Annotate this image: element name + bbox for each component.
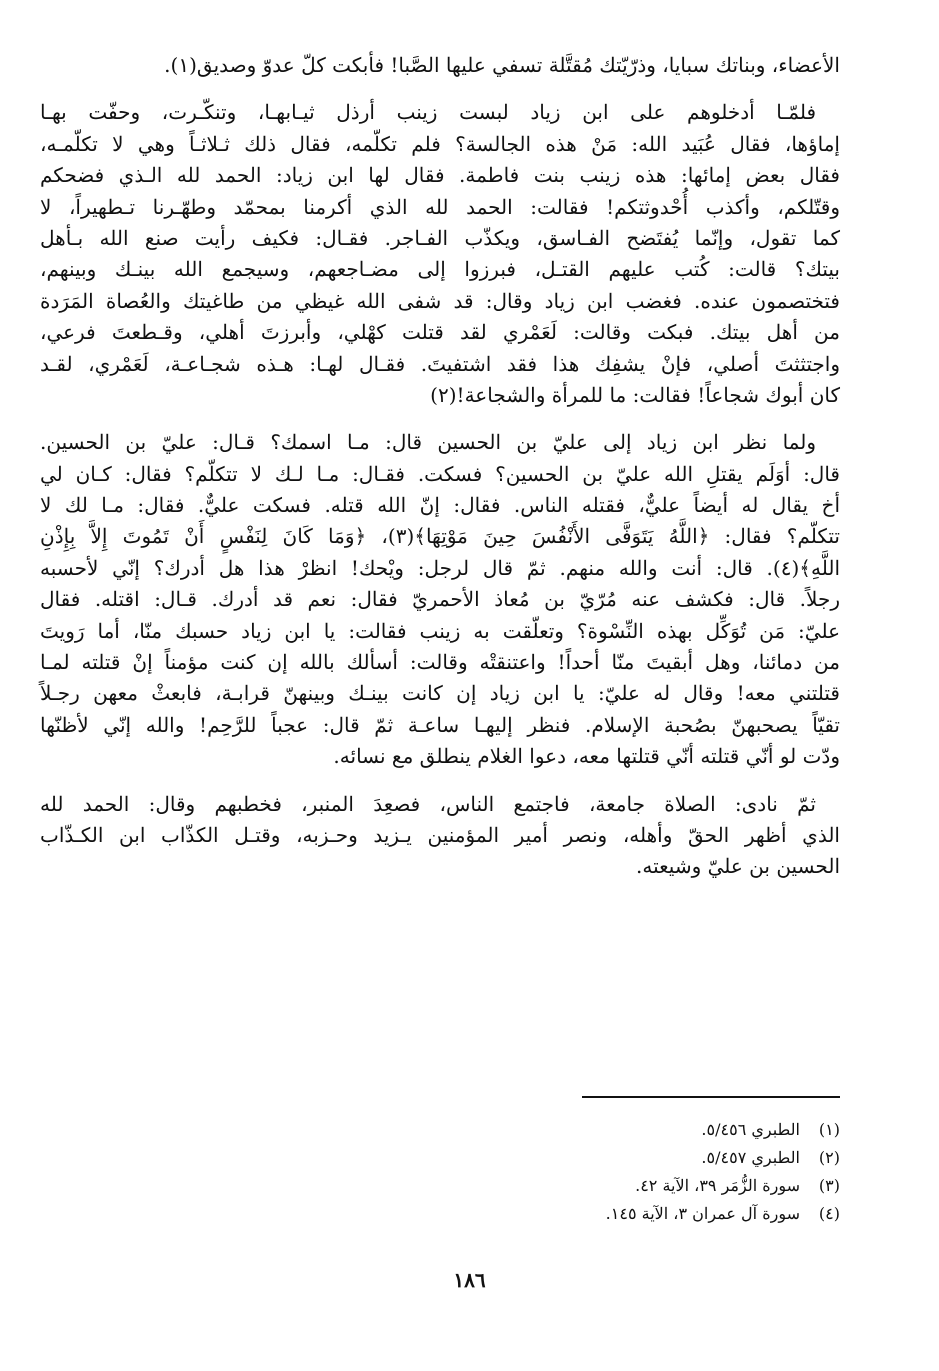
text-line: بيتك؟ قالت: كُتب عليهم القتـل، فبرزوا إلى مضـاجعهم، وسيجمع الله بينـك وبينهم، (40, 257, 840, 282)
text-line: ولما نظر ابن زياد إلى عليّ بن الحسين قال: مـا اسمك؟ قـال: عليّ بن الحسين. (40, 430, 816, 455)
paragraph-3 (40, 427, 840, 772)
text-line: رجلاً. قال: فكشف عنه مُرّيّ بن مُعاذ الأحمريّ فقال: نعم قد أدرك. قـال: اقتله. فقال (40, 587, 840, 612)
text-line: الحسين بن عليّ وشيعته. (636, 854, 840, 879)
footnote-4 (40, 1200, 840, 1228)
footnote-list (40, 1116, 840, 1228)
footnote-number: (٣) (818, 1176, 840, 1195)
text-line: الأعضاء، وبناتك سبايا، وذرّيّتك مُقتَّلة تسفي عليها الصَّبا! فأبكت كلّ عدوّ وصديق(١). (164, 53, 840, 77)
page-number: ١٨٦ (453, 1268, 486, 1292)
footnote-text: الطبري ٥/٤٥٦. (701, 1120, 800, 1139)
text-line: واجتثثتَ أصلي، فإنْ يشفِك هذا فقد اشتفيتَ. فقـال لهـا: هـذه شجـاعـة، لَعَمْري، لقـد (40, 351, 840, 376)
text-line: عليّ: مَن تُوَكِّل بهذه النِّسْوة؟ وتعلّقت به زينب فقالت: يا ابن زياد حسبك منّا، أما رَويتَ (40, 618, 840, 643)
text-line: وقتّلكم، وأكذب أُحْدوثتكم! فقالت: الحمد لله الذي أكرمنا بمحمّد وطهّـرنا تـطهيراً، لا (40, 194, 840, 219)
paragraph-2 (40, 97, 840, 411)
footnote-1 (40, 1116, 840, 1144)
text-line: فتختصمون عنده. فغضب ابن زياد وقال: قد شفى الله غيظي من طاغيتك والعُصاة المَرَدة (40, 288, 840, 313)
text-line: قتلتني معه! وقال له عليّ: يا ابن زياد إن كانت بينـك وبينهنّ قرابـة، فابعثْ معهن رجـلاً (40, 681, 840, 706)
footnote-3 (40, 1172, 840, 1200)
text-line: اللَّهِ﴾(٤). قال: أنت والله منهم. ثمّ قال لرجل: ويْحك! انظرْ هذا هل أدرك؟ إنّي لأحسبه (40, 555, 840, 580)
text-line: تقيّاً يصحبهنّ بصُحبة الإسلام. فنظر إليهـا ساعـة ثمّ قال: عجباً للرَّحِم! والله إنّي لأظنّها (40, 712, 840, 737)
text-line: إماؤها، فقال عُبَيد الله: مَنْ هذه الجالسة؟ فلم تكلّمه، فقال ذلك ثـلاثـاً وهي لا تكلّمـه، (40, 131, 840, 156)
footnote-2 (40, 1144, 840, 1172)
page-body (40, 50, 840, 899)
text-line: أخ يقال له أيضاً عليٌّ، فقتله الناس. فقال: إنّ الله قتله. فسكت عليٌّ. فقال: مـا لك لا (40, 493, 840, 518)
text-line: قال: أوَلَم يقتلِ الله عليّ بن الحسين؟ فسكت. فقـال: مـا لـك لا تتكلّم؟ فقال: كـان لي (40, 461, 840, 486)
paragraph-1 (40, 50, 840, 81)
paragraph-4 (40, 789, 840, 883)
text-line: من دمائنا، وهل أبقيتَ منّا أحداً! واعتنقتْه وقالت: أسألك بالله إن كنت مؤمناً إنْ قتلته لمـا (40, 650, 840, 675)
text-line: كما تقول، وإنّما يُفتَضح الفـاسق، ويكذّب الفـاجر. فقـال: فكيف رأيت صنع الله بـأهل (40, 225, 840, 250)
text-line: فلمّـا أدخلوهم على ابن زياد لبست زينب أرذل ثيـابهـا، وتنكّـرت، وحفّت بهـا (40, 100, 817, 125)
footnote-text: سورة الزُّمَر ٣٩، الآية ٤٢. (635, 1176, 800, 1195)
text-line: من أهل بيتك. فبكت وقالت: لَعَمْري لقد قتلت كهْلي، وأبرزتَ أهلي، وقـطعتَ فرعي، (40, 320, 840, 345)
text-line: ودّت لو أنّي قتلته أنّي قتلتها معه، دعوا الغلام ينطلق مع نسائه. (333, 744, 840, 769)
footnote-text: سورة آل عمران ٣، الآية ١٤٥. (605, 1204, 800, 1223)
text-line: ثمّ نادى: الصلاة جامعة، فاجتمع الناس، فصعِدَ المنبر، فخطبهم وقال: الحمد لله (40, 791, 817, 816)
footnote-number: (٢) (818, 1148, 840, 1167)
footnote-number: (١) (818, 1120, 840, 1139)
footnote-text: الطبري ٥/٤٥٧. (701, 1148, 800, 1167)
text-line: كان أبوك شجاعاً! فقالت: ما للمرأة والشجاعة!(٢) (430, 382, 840, 407)
text-line: الذي أظهر الحقّ وأهله، ونصر أمير المؤمنين يـزيد وحـزبه، وقتـل الكذّاب ابن الكـذّاب (40, 822, 840, 847)
text-line: تتكلّم؟ فقال: ﴿اللَّهُ يَتَوَفَّى الأَنْفُسَ حِينَ مَوْتِهَا﴾(٣)، ﴿وَمَا كَانَ لِنَفْسٍ أَنْ تَمُوتَ إِلاَّ بِإِذْنِ (40, 524, 840, 549)
text-line: فقال بعض إمائها: هذه زينب بنت فاطمة. فقال لها ابن زياد: الحمد لله الـذي فضحكم (40, 163, 840, 188)
footnote-divider (582, 1096, 840, 1098)
footnote-number: (٤) (818, 1204, 840, 1223)
